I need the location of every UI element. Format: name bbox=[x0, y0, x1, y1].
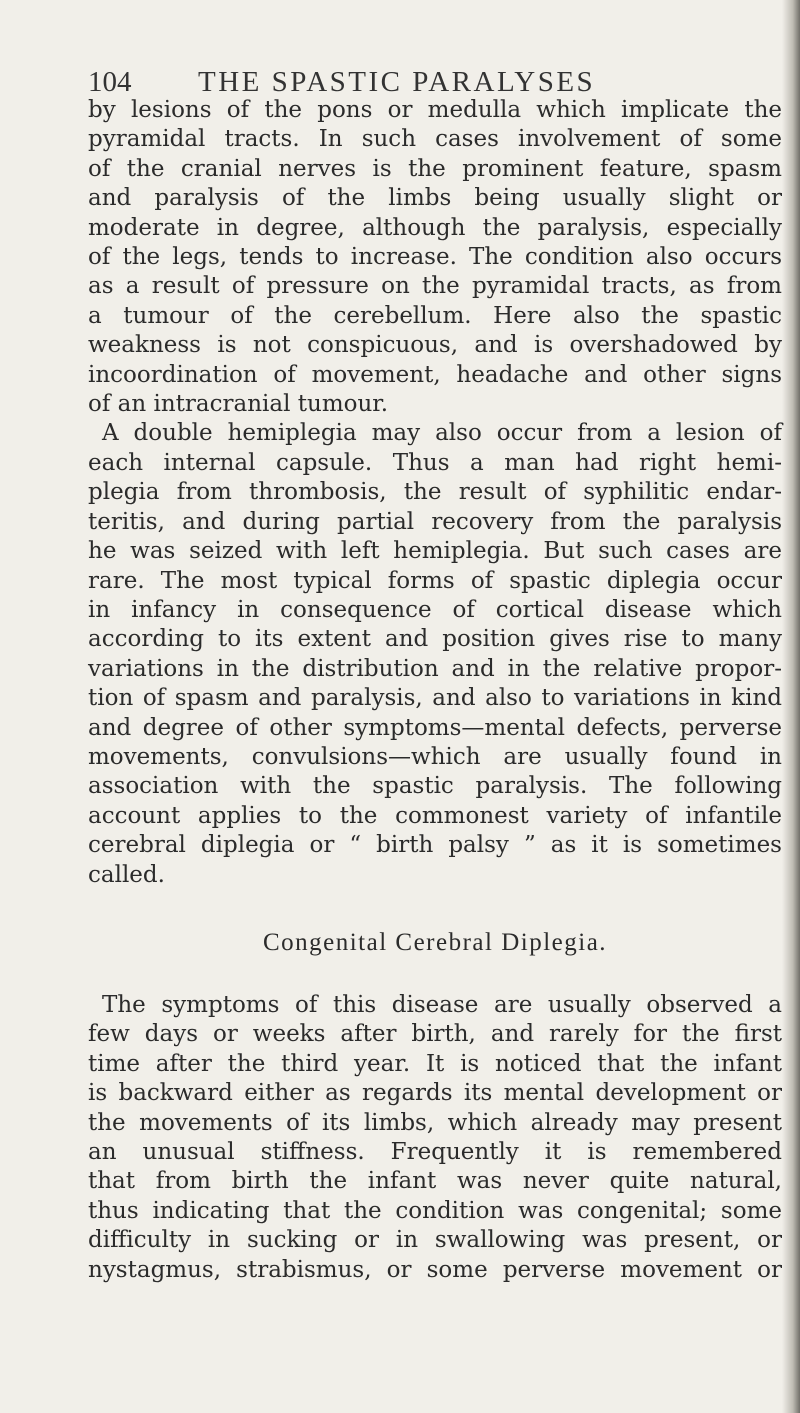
text-line: and paralysis of the limbs being usually slight or bbox=[88, 185, 782, 212]
section-heading: Congenital Cerebral Diplegia. bbox=[262, 929, 608, 956]
text-line: time after the third year. It is noticed that the infant bbox=[88, 1050, 782, 1077]
text-line: according to its extent and position gives rise to many bbox=[88, 626, 782, 653]
text-line: an unusual stiffness. Frequently it is remembered bbox=[88, 1139, 782, 1166]
text-line: he was seized with left hemiplegia. But such cases are bbox=[88, 538, 782, 565]
text-line: by lesions of the pons or medulla which implicate the bbox=[88, 97, 782, 123]
text-line: association with the spastic paralysis. The following bbox=[88, 773, 782, 800]
text-line: each internal capsule. Thus a man had right hemi- bbox=[88, 449, 782, 476]
text-line: incoordination of movement, headache and other signs bbox=[88, 361, 782, 388]
paragraph-continuation bbox=[88, 96, 782, 419]
paragraph-symptoms bbox=[88, 991, 782, 1285]
text-line: is backward either as regards its mental development or bbox=[88, 1080, 782, 1107]
page-number: 104 bbox=[88, 66, 132, 98]
text-line: moderate in degree, although the paralysis, especially bbox=[88, 214, 782, 241]
text-line: that from birth the infant was never quite natural, bbox=[88, 1168, 782, 1195]
text-line: variations in the distribution and in the relative propor- bbox=[88, 655, 782, 682]
text-line: a tumour of the cerebellum. Here also the spastic bbox=[88, 302, 782, 329]
text-line: A double hemiplegia may also occur from a lesion of bbox=[102, 420, 782, 447]
text-line: as a result of pressure on the pyramidal tracts, as from bbox=[88, 273, 782, 300]
text-line: the movements of its limbs, which already may present bbox=[88, 1109, 782, 1136]
running-head: THE SPASTIC PARALYSES bbox=[198, 66, 596, 98]
text-line: rare. The most typical forms of spastic diplegia occur bbox=[88, 567, 782, 594]
text-block-lower bbox=[88, 991, 782, 1285]
text-line: nystagmus, strabismus, or some perverse movement or bbox=[88, 1256, 782, 1283]
text-line: cerebral diplegia or “ birth palsy ” as it is sometimes bbox=[88, 832, 782, 859]
text-line: thus indicating that the condition was congenital; some bbox=[88, 1197, 782, 1224]
text-line: and degree of other symptoms—mental defects, perverse bbox=[88, 714, 782, 741]
text-line: difficulty in sucking or in swallowing was present, or bbox=[88, 1227, 782, 1254]
text-line: teritis, and during partial recovery from the paralysis bbox=[88, 508, 782, 535]
text-line: account applies to the commonest variety of infantile bbox=[88, 802, 782, 829]
text-line: plegia from thrombosis, the result of syphilitic endar- bbox=[88, 479, 782, 506]
text-line: weakness is not conspicuous, and is overshadowed by bbox=[88, 332, 782, 359]
text-line: pyramidal tracts. In such cases involvement of some bbox=[88, 126, 782, 153]
text-line: of the cranial nerves is the prominent feature, spasm bbox=[88, 155, 782, 182]
text-line: movements, convulsions—which are usually found in bbox=[88, 743, 782, 770]
paragraph-double-hemiplegia bbox=[88, 419, 782, 890]
text-line: of the legs, tends to increase. The condition also occurs bbox=[88, 244, 782, 271]
text-line: tion of spasm and paralysis, and also to variations in kind bbox=[88, 685, 782, 712]
text-line: of an intracranial tumour. bbox=[88, 391, 389, 418]
text-line: called. bbox=[88, 861, 165, 888]
text-line: in infancy in consequence of cortical disease which bbox=[88, 596, 782, 623]
page-edge-shadow bbox=[782, 0, 800, 1413]
text-line: The symptoms of this disease are usually observed a bbox=[102, 992, 782, 1018]
text-line: few days or weeks after birth, and rarely for the first bbox=[88, 1021, 782, 1048]
text-block-upper bbox=[88, 96, 782, 890]
